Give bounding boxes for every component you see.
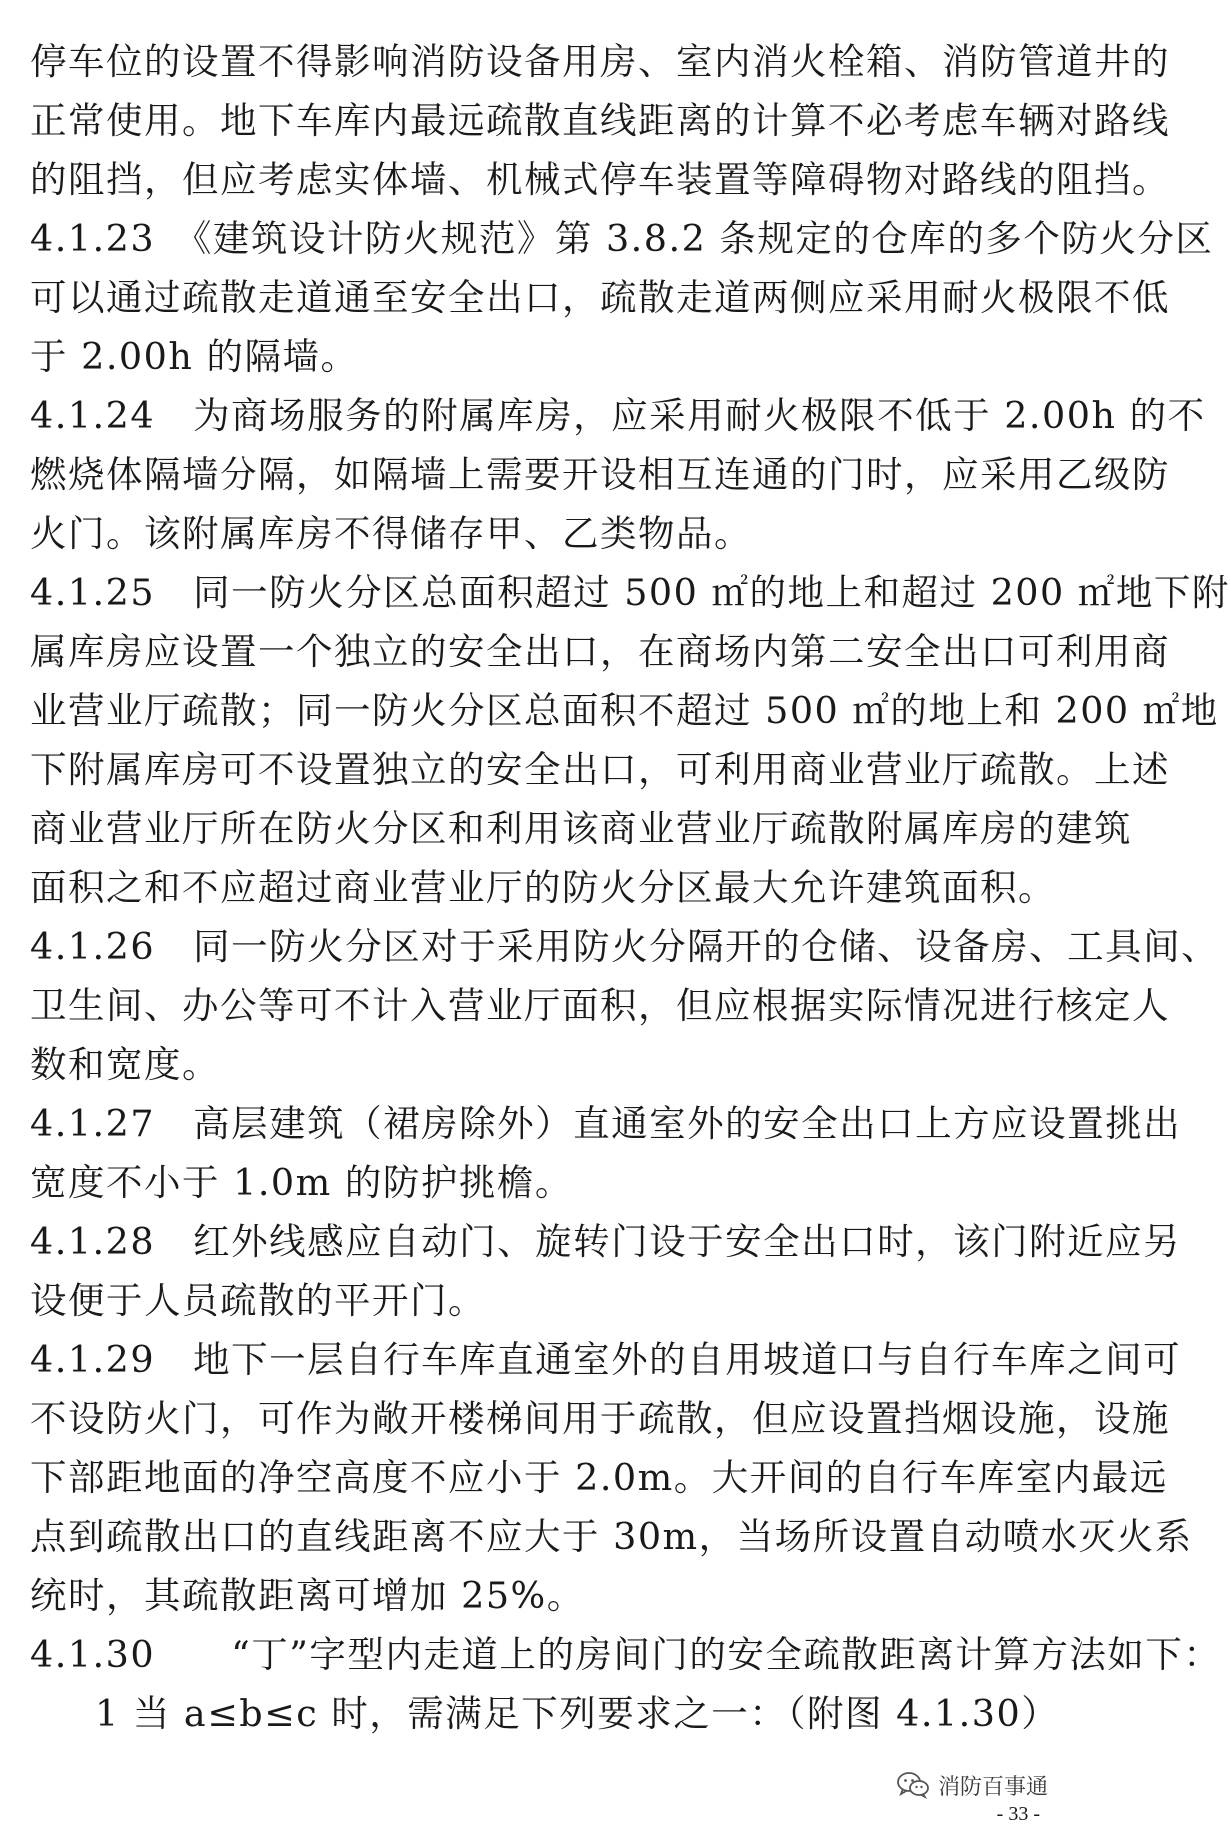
text-line: 可以通过疏散走道通至安全出口，疏散走道两侧应采用耐火极限不低 — [30, 276, 1170, 319]
clause-4-1-27: 4.1.27 高层建筑（裙房除外）直通室外的安全出口上方应设置挑出 — [30, 1102, 1182, 1145]
text-line: 统时，其疏散距离可增加 25%。 — [30, 1574, 585, 1617]
text-line: 业营业厅疏散；同一防火分区总面积不超过 500 ㎡的地上和 200 ㎡地 — [30, 689, 1219, 732]
text-line: 的阻挡，但应考虑实体墙、机械式停车装置等障碍物对路线的阻挡。 — [30, 158, 1170, 201]
text-line: 不设防火门，可作为敞开楼梯间用于疏散，但应设置挡烟设施，设施 — [30, 1397, 1170, 1440]
text-line: 下附属库房可不设置独立的安全出口，可利用商业营业厅疏散。上述 — [30, 748, 1170, 791]
clause-4-1-26: 4.1.26 同一防火分区对于采用防火分隔开的仓储、设备房、工具间、 — [30, 925, 1220, 968]
clause-4-1-29: 4.1.29 地下一层自行车库直通室外的自用坡道口与自行车库之间可 — [30, 1338, 1182, 1381]
text-line: 商业营业厅所在防火分区和利用该商业营业厅疏散附属库房的建筑 — [30, 807, 1132, 850]
text-line: 面积之和不应超过商业营业厅的防火分区最大允许建筑面积。 — [30, 866, 1056, 909]
text-line: 燃烧体隔墙分隔，如隔墙上需要开设相互连通的门时，应采用乙级防 — [30, 453, 1170, 496]
clause-4-1-24: 4.1.24 为商场服务的附属库房，应采用耐火极限不低于 2.00h 的不 — [30, 394, 1206, 437]
text-line: 停车位的设置不得影响消防设备用房、室内消火栓箱、消防管道井的 — [30, 40, 1170, 83]
text-line: 1 当 a≤b≤c 时，需满足下列要求之一：（附图 4.1.30） — [95, 1692, 1060, 1735]
page-number: - 33 - — [996, 1803, 1040, 1825]
clause-4-1-25: 4.1.25 同一防火分区总面积超过 500 ㎡的地上和超过 200 ㎡地下附 — [30, 571, 1230, 614]
text-line: 点到疏散出口的直线距离不应大于 30m，当场所设置自动喷水灭火系 — [30, 1515, 1193, 1558]
clause-4-1-28: 4.1.28 红外线感应自动门、旋转门设于安全出口时，该门附近应另 — [30, 1220, 1182, 1263]
wechat-icon — [896, 1771, 930, 1799]
text-line: 正常使用。地下车库内最远疏散直线距离的计算不必考虑车辆对路线 — [30, 99, 1170, 142]
text-line: 火门。该附属库房不得储存甲、乙类物品。 — [30, 512, 752, 555]
text-line: 下部距地面的净空高度不应小于 2.0m。大开间的自行车库室内最远 — [30, 1456, 1168, 1499]
text-line: 卫生间、办公等可不计入营业厅面积，但应根据实际情况进行核定人 — [30, 984, 1170, 1027]
clause-4-1-23: 4.1.23 《建筑设计防火规范》第 3.8.2 条规定的仓库的多个防火分区 — [30, 217, 1214, 260]
text-line: 设便于人员疏散的平开门。 — [30, 1279, 486, 1322]
watermark-text: 消防百事通 — [937, 1774, 1048, 1800]
text-line: 于 2.00h 的隔墙。 — [30, 335, 359, 378]
text-line: 属库房应设置一个独立的安全出口，在商场内第二安全出口可利用商 — [30, 630, 1170, 673]
text-line: 宽度不小于 1.0m 的防护挑檐。 — [30, 1161, 573, 1204]
text-line: 数和宽度。 — [30, 1043, 220, 1086]
watermark — [896, 1768, 1048, 1802]
clause-4-1-30: 4.1.30 “丁”字型内走道上的房间门的安全疏散距离计算方法如下： — [30, 1633, 1222, 1676]
